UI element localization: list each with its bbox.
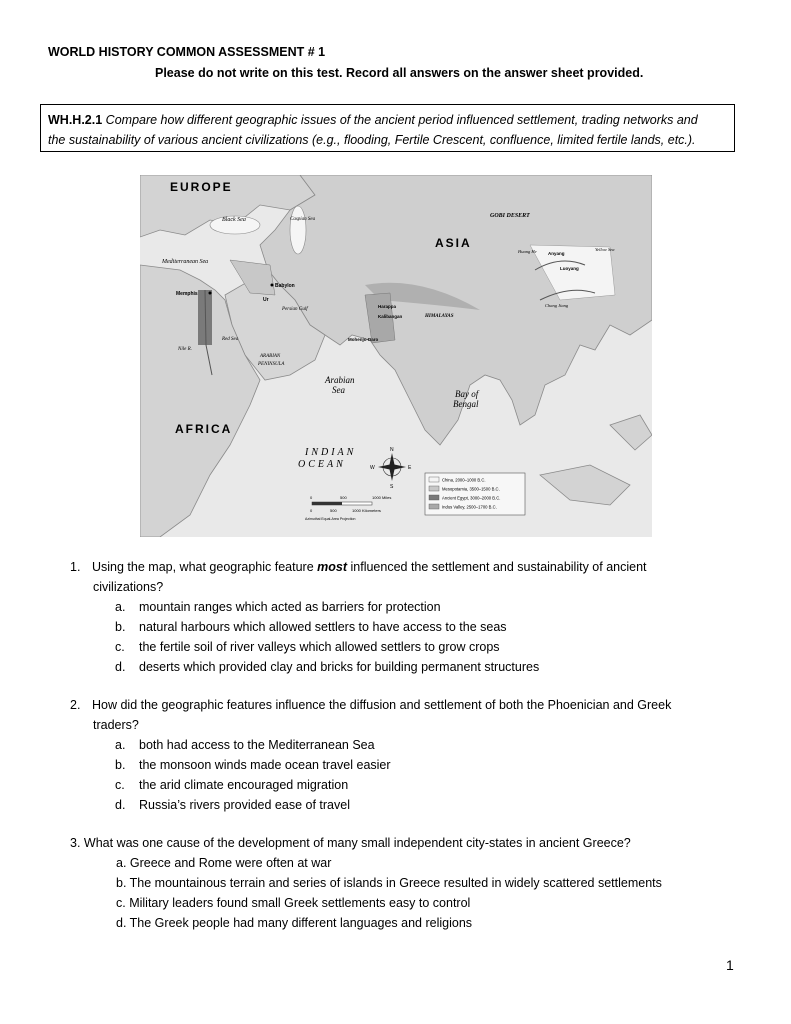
question-2-option-d: d. Russia’s rivers provided ease of travel [115,798,350,812]
label-indian: INDIAN [305,447,357,458]
label-himalayas: HIMALAYAS [425,314,454,319]
label-arabian-peninsula-2: PENINSULA [258,362,285,367]
label-nile: Nile R. [178,347,192,352]
question-1-option-c: c. the fertile soil of river valleys which allowed settlers to grow crops [115,640,500,654]
label-kalibangan: Kalibangan [378,314,403,319]
compass-w: W [370,465,375,471]
label-arabian-sea-2: Sea [332,385,345,395]
label-chang-jiang: Chang Jiang [545,303,569,308]
legend-egypt: Ancient Egypt, 3000–2000 B.C. [442,495,501,501]
question-1-number: 1. [70,560,81,574]
compass-n: N [390,447,394,453]
question-3-option-b: b. The mountainous terrain and series of islands in Greece resulted in widely scattered settlements [116,876,662,890]
standard-text: Compare how different geographic issues of the ancient period influenced settlement, trading networks and [105,113,698,127]
question-2-option-b: b. the monsoon winds made ocean travel easier [115,758,391,772]
question-1-option-b: b. natural harbours which allowed settlers to have access to the seas [115,620,507,634]
legend-mesopotamia: Mesopotamia, 3500–1500 B.C. [442,486,500,492]
question-3-option-d: d. The Greek people had many different languages and religions [116,916,473,930]
scale-projection: Azimuthal Equal-Area Projection [305,517,356,521]
caspian-sea-shape [290,206,306,254]
question-2-number: 2. [70,698,81,712]
scale-km-500: 500 [330,508,337,513]
label-arabian-peninsula: ARABIAN [260,354,281,359]
ancient-civilizations-map [140,175,652,537]
label-africa: AFRICA [175,422,233,436]
label-gobi: GOBI DESERT [490,213,530,219]
test-instructions: Please do not write on this test. Record all answers on the answer sheet provided. [155,66,644,80]
label-mohenjo-daro: Mohenjo-Daro [348,337,379,342]
question-2-continued: traders? [93,718,139,732]
label-arabian-sea: Arabian [325,375,355,385]
label-ur: Ur [263,297,269,303]
scale-km-1000: 1000 Kilometers [352,508,381,513]
legend-swatch-egypt [429,495,439,500]
question-2-text: How did the geographic features influence the diffusion and settlement of both the Phoenician and Greek [92,698,672,712]
question-2 [70,695,671,715]
compass-s: S [390,484,394,490]
legend-swatch-indus [429,504,439,509]
question-1-option-a: a. mountain ranges which acted as barriers for protection [115,600,441,614]
babylon-dot [271,284,274,287]
legend-china: China, 2000–1000 B.C. [442,477,486,483]
legend-swatch-mesopotamia [429,486,439,491]
question-2-option-a: a. both had access to the Mediterranean Sea [115,738,375,752]
standard-box [40,104,735,152]
question-2-option-c: c. the arid climate encouraged migration [115,778,349,792]
label-black-sea: Black Sea [222,217,246,223]
label-bay-of-bengal: Bay of [455,389,479,399]
label-europe: EUROPE [170,180,233,194]
legend-indus: Indus Valley, 2500–1700 B.C. [442,504,497,510]
label-asia: ASIA [435,236,472,250]
question-1 [70,557,647,577]
label-memphis: Memphis [176,291,198,297]
scale-km-0: 0 [310,508,313,513]
label-yellow-sea: Yellow Sea [595,247,615,252]
question-3-text: What was one cause of the development of many small independent city-states in ancient Greece? [83,836,631,850]
question-3-number: 3. [70,836,81,850]
label-anyang: Anyang [548,251,565,256]
label-mediterranean: Mediterranean Sea [162,259,209,265]
page-title: WORLD HISTORY COMMON ASSESSMENT # 1 [48,45,326,59]
question-3 [70,833,631,853]
question-1-text-pre: Using the map, what geographic feature [92,560,318,574]
label-huang-he: Huang He [518,249,537,254]
label-red-sea: Red Sea [222,337,239,342]
question-1-emphasis: most [317,560,348,574]
label-luoyang: Luoyang [560,266,579,271]
label-persian-gulf: Persian Gulf [282,307,308,312]
question-1-text-post: influenced the settlement and sustainability of ancient [347,560,647,574]
page-number: 1 [726,957,734,973]
question-1-option-d: d. deserts which provided clay and bricks for building permanent structures [115,660,540,674]
scale-tick-0: 0 [310,495,313,500]
question-3-option-a: a. Greece and Rome were often at war [116,856,332,870]
standard-code: WH.H.2.1 [48,113,103,127]
standard-text-continued: the sustainability of various ancient civilizations (e.g., flooding, Fertile Crescent, confluence, limited fertile lands, etc.). [48,133,696,147]
label-harappa: Harappa [378,304,397,309]
question-1-continued: civilizations? [93,580,164,594]
label-caspian-sea: Caspian Sea [290,217,316,222]
compass-e: E [408,465,412,471]
memphis-dot [209,292,212,295]
legend-swatch-china [429,477,439,482]
label-babylon: Babylon [275,283,295,289]
label-bay-of-bengal-2: Bengal [453,399,479,409]
map-legend [425,473,525,515]
scale-tick-500: 500 [340,495,347,500]
label-ocean: OCEAN [298,459,346,470]
scale-tick-1000-miles: 1000 Miles [372,495,392,500]
question-3-option-c: c. Military leaders found small Greek settlements easy to control [116,896,471,910]
